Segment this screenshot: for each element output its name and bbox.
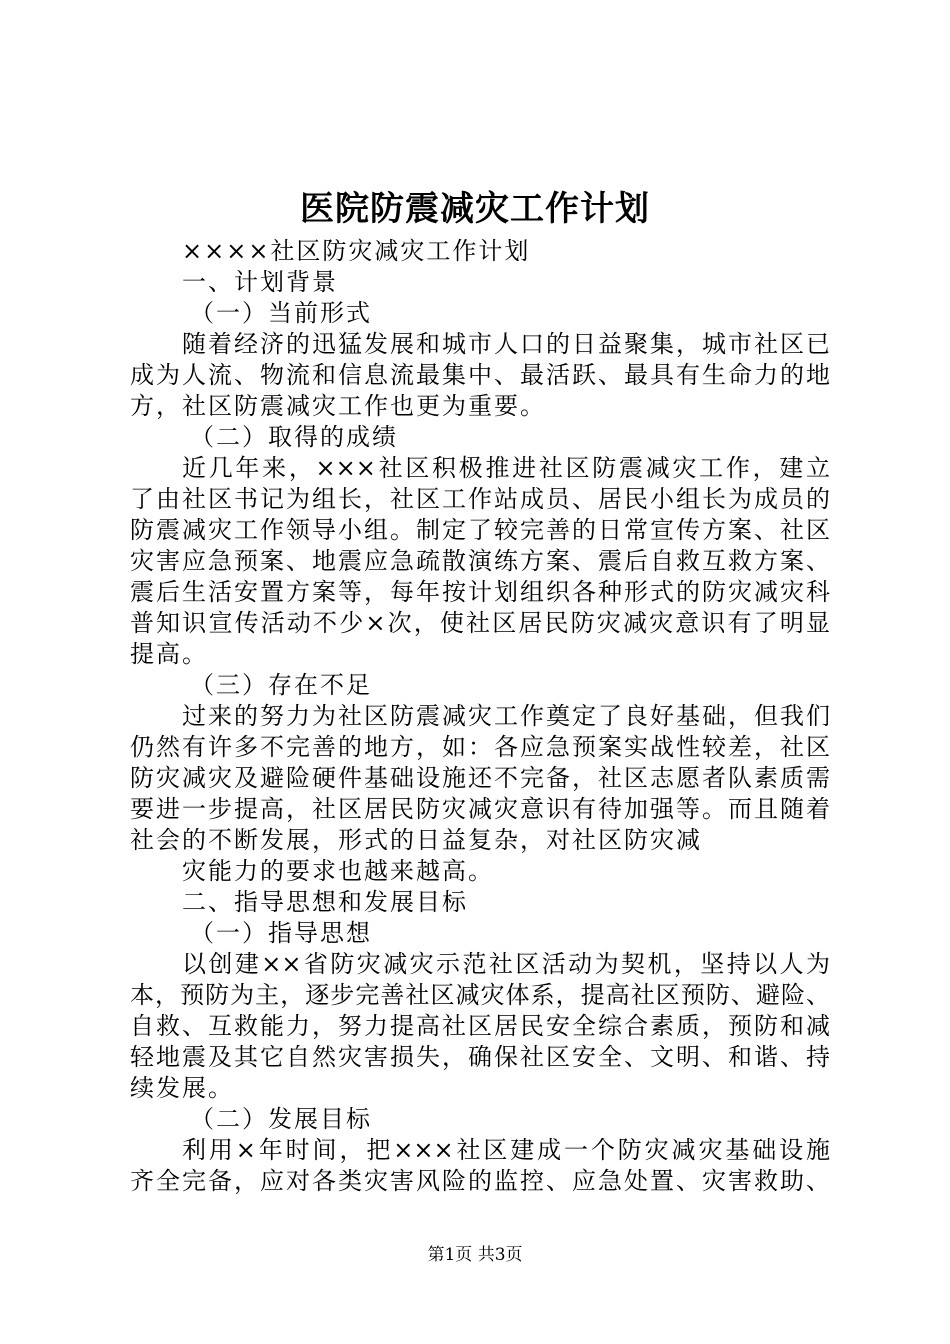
text-line: 利用×年时间，把×××社区建成一个防灾减灾基础设施 — [182, 1136, 830, 1164]
text-line: 本，预防为主，逐步完善社区减灾体系，提高社区预防、避险、 — [130, 981, 830, 1009]
text-line: 自救、互救能力，努力提高社区居民安全综合素质，预防和减 — [130, 1012, 830, 1040]
text-line: 提高。 — [130, 640, 208, 668]
text-line: 方，社区防震减灾工作也更为重要。 — [130, 392, 546, 420]
text-line: 以创建××省防灾减灾示范社区活动为契机，坚持以人为 — [182, 950, 830, 978]
text-line: 防震减灾工作领导小组。制定了较完善的日常宣传方案、社区 — [130, 516, 830, 544]
document-body — [130, 236, 830, 1197]
text-line: 社会的不断发展，形式的日益复杂，对社区防灾减 — [130, 826, 702, 854]
text-line: 成为人流、物流和信息流最集中、最活跃、最具有生命力的地 — [130, 361, 830, 389]
text-line: 灾害应急预案、地震应急疏散演练方案、震后自救互救方案、 — [130, 547, 830, 575]
text-line: 防灾减灾及避险硬件基础设施还不完备，社区志愿者队素质需 — [130, 764, 830, 792]
text-line: （一）指导思想 — [190, 919, 372, 947]
text-line: 随着经济的迅猛发展和城市人口的日益聚集，城市社区已 — [182, 330, 830, 358]
text-line: 普知识宣传活动不少×次，使社区居民防灾减灾意识有了明显 — [130, 609, 830, 637]
text-line: 震后生活安置方案等，每年按计划组织各种形式的防灾减灾科 — [130, 578, 830, 606]
text-line: 要进一步提高，社区居民防灾减灾意识有待加强等。而且随着 — [130, 795, 830, 823]
document-title: 医院防震减灾工作计划 — [300, 189, 650, 229]
text-line: （一）当前形式 — [190, 299, 372, 327]
text-line: 一、计划背景 — [182, 268, 338, 296]
text-line: 仍然有许多不完善的地方，如：各应急预案实战性较差，社区 — [130, 733, 830, 761]
text-line: 齐全完备，应对各类灾害风险的监控、应急处置、灾害救助、 — [130, 1167, 830, 1195]
text-line: 过来的努力为社区防震减灾工作奠定了良好基础，但我们 — [182, 702, 830, 730]
text-line: 续发展。 — [130, 1074, 234, 1102]
text-line: （三）存在不足 — [190, 671, 372, 699]
page-footer: 第1页 共3页 — [427, 1245, 523, 1265]
text-line: （二）取得的成绩 — [190, 423, 398, 451]
text-line: 了由社区书记为组长，社区工作站成员、居民小组长为成员的 — [130, 485, 830, 513]
text-line: 近几年来，×××社区积极推进社区防震减灾工作，建立 — [182, 454, 830, 482]
text-line: ××××社区防灾减灾工作计划 — [182, 237, 531, 265]
text-line: （二）发展目标 — [190, 1105, 372, 1133]
text-line: 二、指导思想和发展目标 — [182, 888, 468, 916]
text-line: 轻地震及其它自然灾害损失，确保社区安全、文明、和谐、持 — [130, 1043, 830, 1071]
text-line: 灾能力的要求也越来越高。 — [182, 857, 494, 885]
